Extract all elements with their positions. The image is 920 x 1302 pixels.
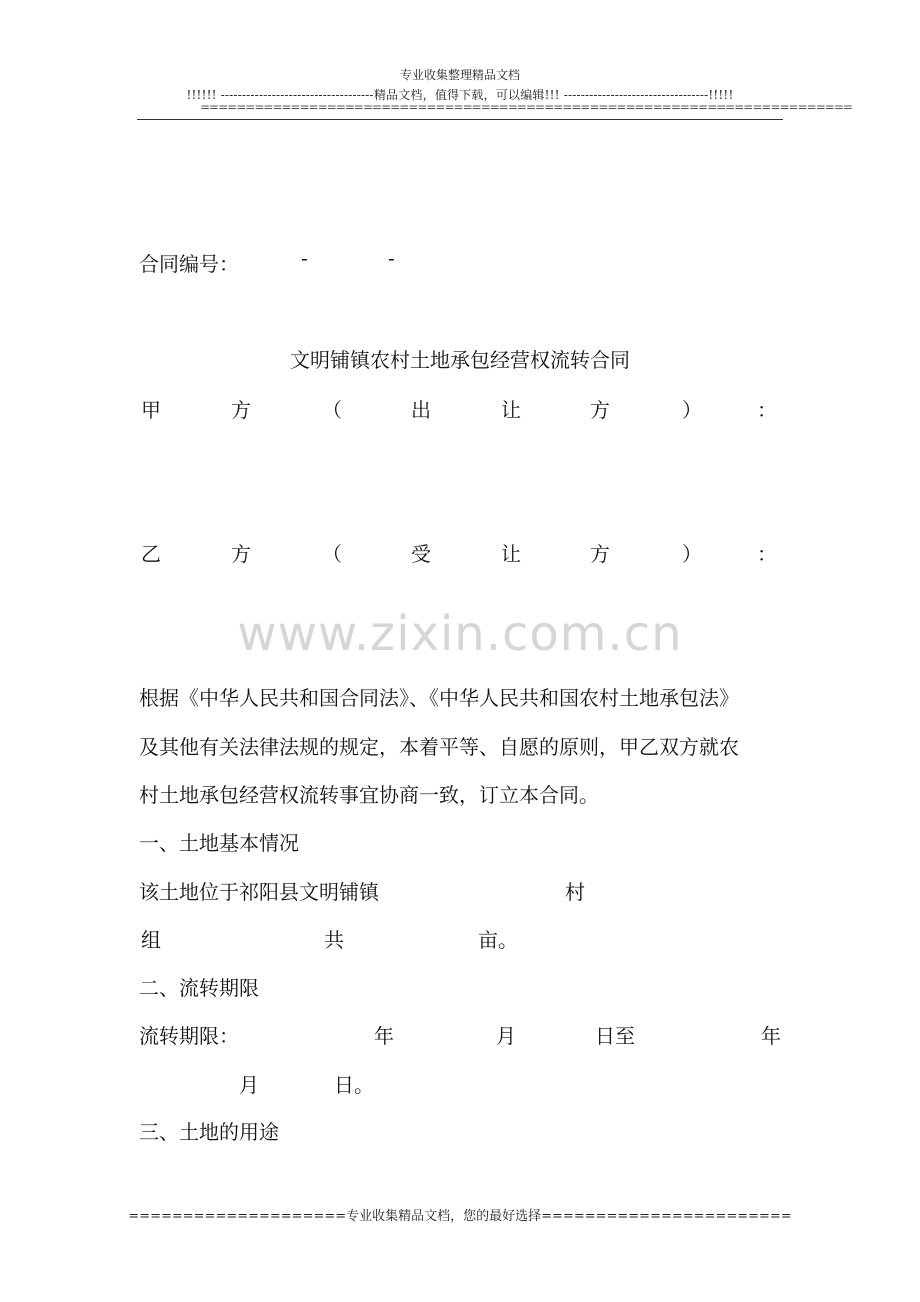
document-title: 文明铺镇农村土地承包经营权流转合同	[290, 348, 630, 372]
contract-number-label: 合同编号：	[139, 252, 239, 276]
contract-number-dash-2: -	[388, 246, 395, 270]
party-b-char-6: 方	[590, 542, 610, 566]
party-b-char-8: ：	[757, 542, 777, 566]
party-b-char-4: 受	[411, 542, 431, 566]
footer-banner: ====================专业收集精品文档，您的最好选择=======================	[128, 1209, 792, 1224]
party-a-char-3: （	[322, 398, 342, 422]
header-equals-rule: ========================================================================	[200, 100, 852, 114]
party-a-char-6: 方	[590, 398, 610, 422]
party-a-char-4: 出	[411, 398, 431, 422]
term-end-month: 月	[239, 1073, 259, 1097]
preamble-line-1: 根据《中华人民共和国合同法》、《中华人民共和国农村土地承包法》	[139, 686, 739, 710]
header-divider	[137, 119, 783, 120]
party-b-char-2: 方	[231, 542, 251, 566]
land-village-label: 村	[565, 880, 585, 904]
party-a-char-7: ）	[682, 398, 702, 422]
land-group-label: 组	[141, 928, 161, 952]
section-1-heading: 一、土地基本情况	[139, 831, 299, 855]
party-a-char-5: 让	[501, 398, 521, 422]
party-a-char-2: 方	[231, 398, 251, 422]
header-banner: !!!!!! ------------------------------------精品文档，值得下载，可以编辑!!! ----------------------------------!!!!!	[186, 88, 734, 102]
party-b-char-7: ）	[682, 542, 702, 566]
party-b-char-1: 乙	[141, 542, 161, 566]
land-total-label: 共	[324, 928, 344, 952]
party-a-char-1: 甲	[141, 398, 161, 422]
preamble-line-3: 村土地承包经营权流转事宜协商一致，订立本合同。	[139, 783, 599, 807]
preamble-line-2: 及其他有关法律法规的规定，本着平等、自愿的原则，甲乙双方就农	[139, 735, 739, 759]
land-area-unit: 亩。	[478, 928, 518, 952]
term-start-day-to: 日至	[595, 1024, 635, 1048]
land-location-prefix: 该土地位于祁阳县文明铺镇	[139, 880, 379, 904]
section-2-heading: 二、流转期限	[139, 976, 259, 1000]
party-b-char-5: 让	[501, 542, 521, 566]
contract-number-dash-1: -	[301, 246, 308, 270]
section-3-heading: 三、土地的用途	[139, 1120, 279, 1144]
term-label: 流转期限：	[139, 1024, 239, 1048]
term-start-year: 年	[374, 1024, 394, 1048]
party-b-char-3: （	[322, 542, 342, 566]
party-a-char-8: ：	[757, 398, 777, 422]
term-end-year: 年	[761, 1024, 781, 1048]
term-start-month: 月	[496, 1024, 516, 1048]
term-end-day: 日。	[334, 1073, 374, 1097]
header-title: 专业收集整理精品文档	[399, 68, 520, 82]
watermark: www.zixin.com.cn	[237, 606, 683, 662]
